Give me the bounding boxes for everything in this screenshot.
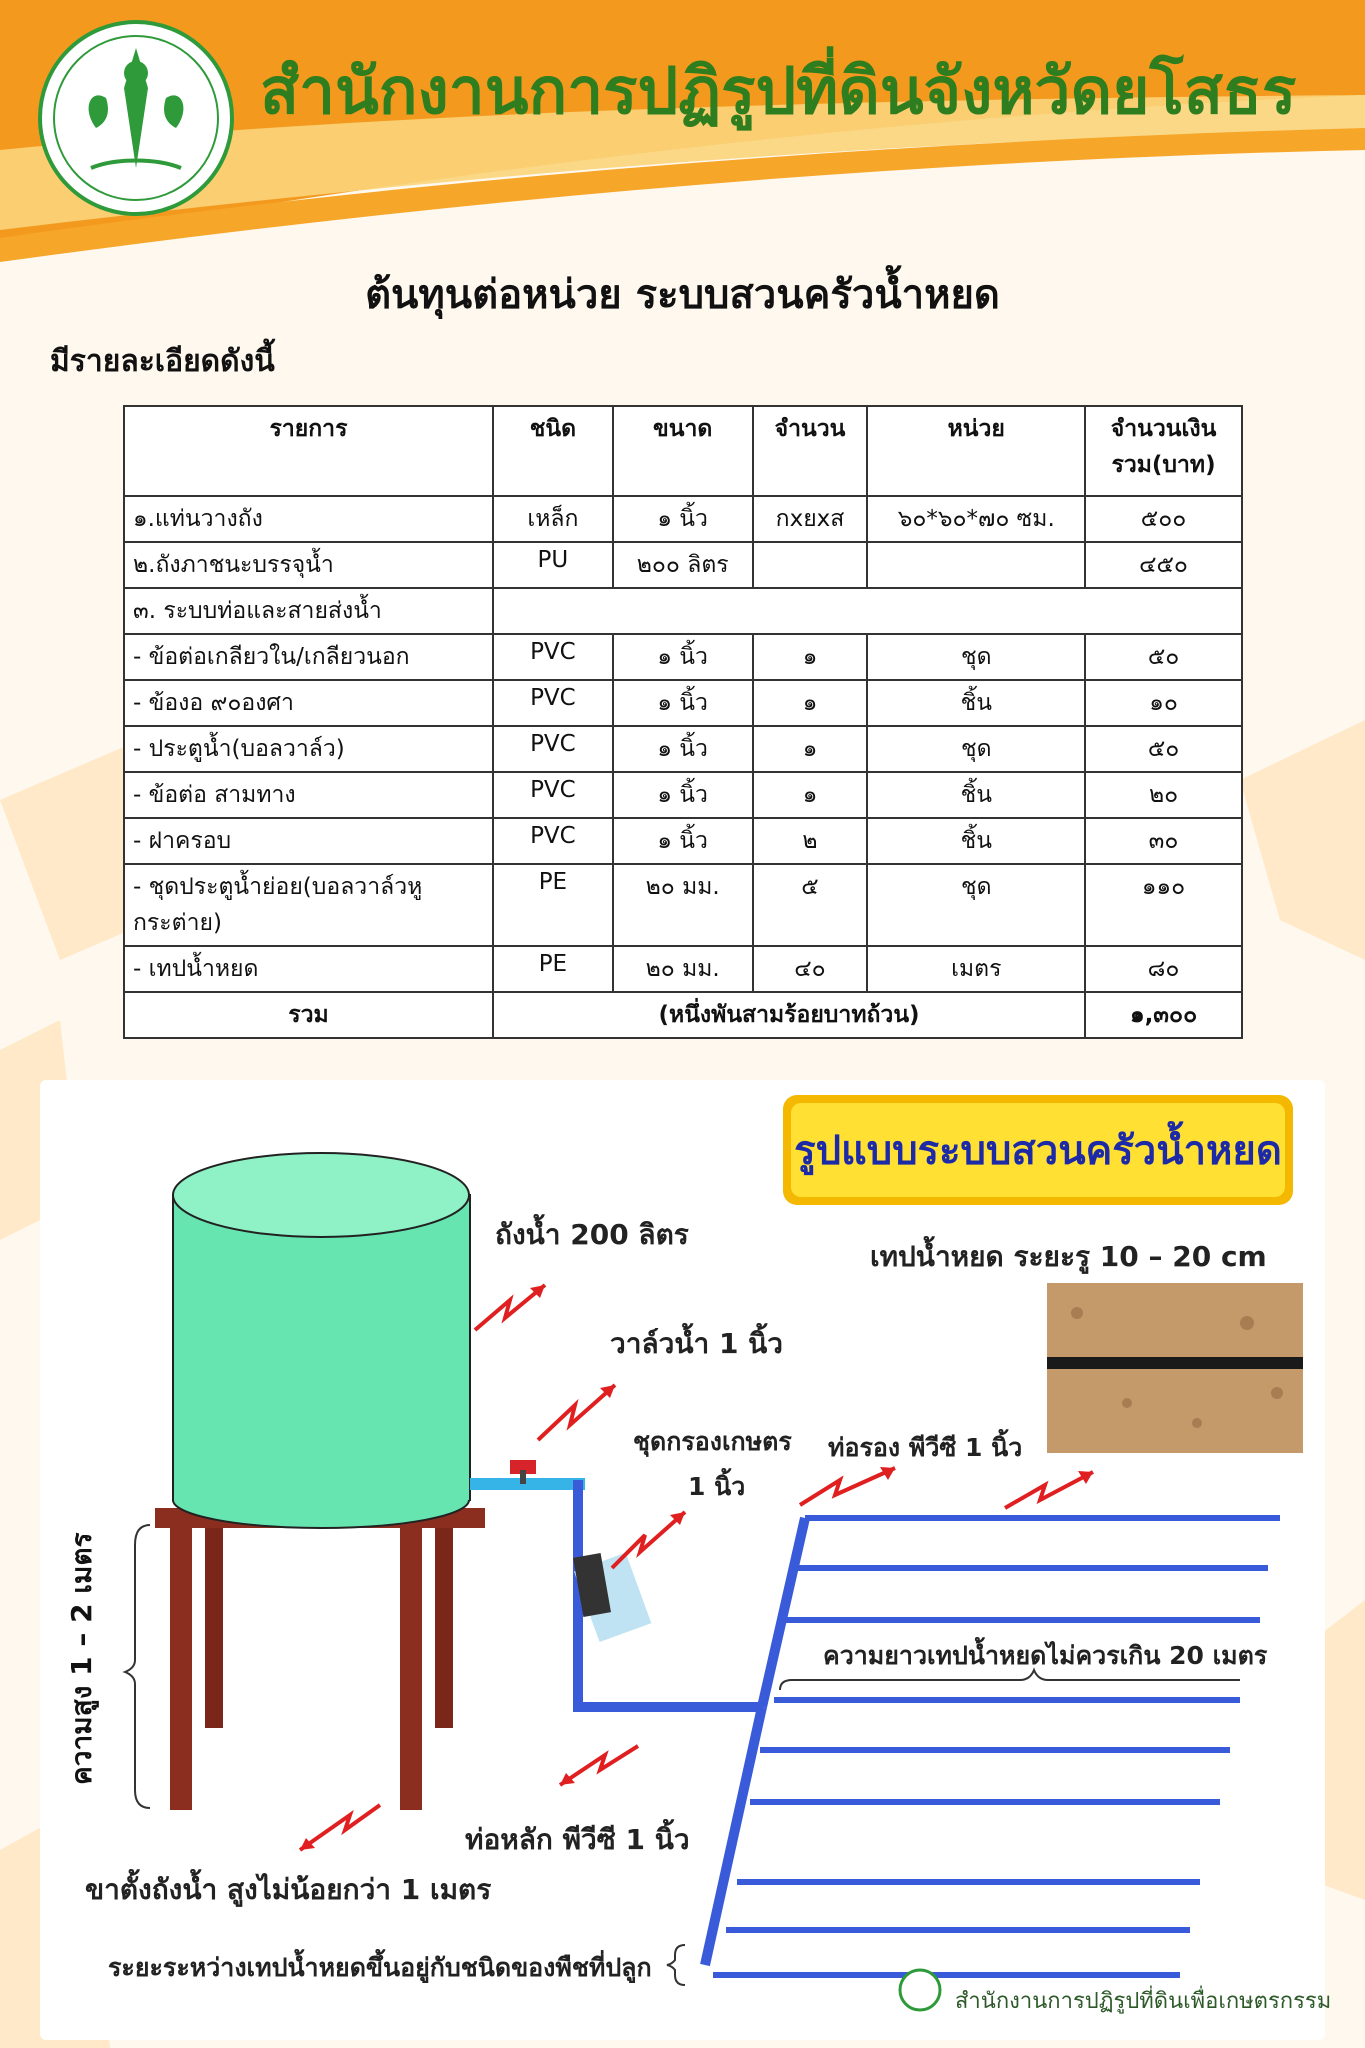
spacing-note: ระยะระหว่างเทปน้ำหยดขึ้นอยู่กับชนิดของพืชที่ปลูก bbox=[108, 1953, 652, 1982]
cell-qty: ๑ bbox=[753, 726, 868, 772]
cell-size: ๑ นิ้ว bbox=[613, 772, 753, 818]
cell-item: - ข้อต่อเกลียวใน/เกลียวนอก bbox=[124, 634, 493, 680]
total-label: รวม bbox=[124, 992, 493, 1038]
cell-type: PE bbox=[493, 864, 613, 946]
cell-qty: ๑ bbox=[753, 634, 868, 680]
cell-item-line2: กระต่าย) bbox=[133, 910, 222, 936]
cell-amount: ๕๐ bbox=[1085, 634, 1242, 680]
arrow-mainpipe bbox=[560, 1746, 638, 1785]
total-words: (หนึ่งพันสามร้อยบาทถ้วน) bbox=[493, 992, 1085, 1038]
arrow-subpipe-right bbox=[1005, 1472, 1093, 1508]
arrow-subpipe-left bbox=[800, 1468, 895, 1505]
height-bracket bbox=[125, 1525, 150, 1808]
cell-item: - ฝาครอบ bbox=[124, 818, 493, 864]
cell-amount: ๔๕๐ bbox=[1085, 542, 1242, 588]
cell-amount: ๓๐ bbox=[1085, 818, 1242, 864]
cell-unit: ๖๐*๖๐*๗๐ ซม. bbox=[867, 496, 1085, 542]
cell-qty: กxยxส bbox=[753, 496, 868, 542]
cell-type: PVC bbox=[493, 634, 613, 680]
cell-size: ๑ นิ้ว bbox=[613, 818, 753, 864]
cell-item: - ประตูน้ำ(บอลวาล์ว) bbox=[124, 726, 493, 772]
water-tank bbox=[173, 1153, 470, 1528]
cell-size: ๒๐ มม. bbox=[613, 946, 753, 992]
cell-unit: ชิ้น bbox=[867, 818, 1085, 864]
header-title: สำนักงานการปฏิรูปที่ดินจังหวัดยโสธร bbox=[260, 55, 1297, 129]
cell-unit: ชิ้น bbox=[867, 772, 1085, 818]
footer-logo-icon bbox=[900, 1970, 940, 2010]
cell-size: ๑ นิ้ว bbox=[613, 634, 753, 680]
footer-agency-name: สำนักงานการปฏิรูปที่ดินเพื่อเกษตรกรรม bbox=[955, 1989, 1332, 2014]
header-type: ชนิด bbox=[493, 406, 613, 496]
cell-qty: ๒ bbox=[753, 818, 868, 864]
drip-tape-photo bbox=[1047, 1283, 1303, 1453]
stand-label: ขาตั้งถังน้ำ สูงไม่น้อยกว่า 1 เมตร bbox=[85, 1873, 492, 1906]
total-amount: ๑,๓๐๐ bbox=[1085, 992, 1242, 1038]
cell-unit: ชุด bbox=[867, 864, 1085, 946]
cell-type: PE bbox=[493, 946, 613, 992]
document-subtitle: มีรายละเอียดดังนี้ bbox=[50, 344, 275, 379]
soil-photo-icon bbox=[1047, 1283, 1303, 1453]
cell-type: เหล็ก bbox=[493, 496, 613, 542]
sub-pipe-label: ท่อรอง พีวีซี 1 นิ้ว bbox=[828, 1433, 1023, 1462]
cell-type: PVC bbox=[493, 726, 613, 772]
spacing-brace bbox=[667, 1945, 685, 1985]
tape-length-label: ความยาวเทปน้ำหยดไม่ควรเกิน 20 เมตร bbox=[823, 1641, 1268, 1670]
cell-type: PVC bbox=[493, 680, 613, 726]
cell-unit: ชุด bbox=[867, 726, 1085, 772]
cell-amount: ๕๐๐ bbox=[1085, 496, 1242, 542]
height-label: ความสูง 1 – 2 เมตร bbox=[65, 1532, 98, 1785]
header-qty: จำนวน bbox=[753, 406, 868, 496]
cell-type: PVC bbox=[493, 818, 613, 864]
cell-qty: ๑ bbox=[753, 680, 868, 726]
cell-type: PU bbox=[493, 542, 613, 588]
filter-label-line1: ชุดกรองเกษตร bbox=[633, 1427, 792, 1456]
cell-size: ๑ นิ้ว bbox=[613, 680, 753, 726]
cell-item-line1: - ชุดประตูน้ำย่อย(บอลวาล์วหู bbox=[133, 874, 423, 900]
cell-item: - ข้อต่อ สามทาง bbox=[124, 772, 493, 818]
tank-stand bbox=[155, 1508, 485, 1810]
cell-unit: เมตร bbox=[867, 946, 1085, 992]
cell-qty: ๕ bbox=[753, 864, 868, 946]
cell-unit: ชุด bbox=[867, 634, 1085, 680]
tape-spacing-label: เทปน้ำหยด ระยะรู 10 – 20 cm bbox=[870, 1240, 1267, 1273]
cell-item: - ข้องอ ๙๐องศา bbox=[124, 680, 493, 726]
cell-item: ๒.ถังภาชนะบรรจุน้ำ bbox=[124, 542, 493, 588]
diagram-title: รูปแบบระบบสวนครัวน้ำหยด bbox=[791, 1103, 1285, 1197]
cell-item: ๓. ระบบท่อและสายส่งน้ำ bbox=[124, 588, 493, 634]
document-title: ต้นทุนต่อหน่วย ระบบสวนครัวน้ำหยด bbox=[365, 272, 1000, 318]
cell-qty: ๑ bbox=[753, 772, 868, 818]
arrow-filter bbox=[612, 1512, 685, 1568]
header-amount-line1: จำนวนเงิน bbox=[1110, 416, 1217, 442]
cell-size: ๒๐๐ ลิตร bbox=[613, 542, 753, 588]
header-item: รายการ bbox=[124, 406, 493, 496]
cell-item: ๑.แท่นวางถัง bbox=[124, 496, 493, 542]
arrow-stand bbox=[300, 1805, 380, 1850]
cell-amount: ๑๐ bbox=[1085, 680, 1242, 726]
main-pipe-label: ท่อหลัก พีวีซี 1 นิ้ว bbox=[465, 1823, 690, 1856]
header-size: ขนาด bbox=[613, 406, 753, 496]
cell-qty: ๔๐ bbox=[753, 946, 868, 992]
valve-label: วาล์วน้ำ 1 นิ้ว bbox=[610, 1327, 784, 1360]
cell-amount: ๑๑๐ bbox=[1085, 864, 1242, 946]
tank-label: ถังน้ำ 200 ลิตร bbox=[495, 1218, 689, 1251]
cell-size: ๑ นิ้ว bbox=[613, 726, 753, 772]
cell-size: ๒๐ มม. bbox=[613, 864, 753, 946]
cell-amount: ๒๐ bbox=[1085, 772, 1242, 818]
cell-size: ๑ นิ้ว bbox=[613, 496, 753, 542]
cell-amount: ๕๐ bbox=[1085, 726, 1242, 772]
cell-unit: ชิ้น bbox=[867, 680, 1085, 726]
cell-item: - เทปน้ำหยด bbox=[124, 946, 493, 992]
cell-type: PVC bbox=[493, 772, 613, 818]
arrow-valve bbox=[538, 1385, 615, 1440]
header-amount-line2: รวม(บาท) bbox=[1111, 452, 1216, 478]
cell-amount: ๘๐ bbox=[1085, 946, 1242, 992]
pipe-network bbox=[470, 1460, 1280, 1975]
filter-label-line2: 1 นิ้ว bbox=[688, 1472, 746, 1501]
header-unit: หน่วย bbox=[867, 406, 1085, 496]
